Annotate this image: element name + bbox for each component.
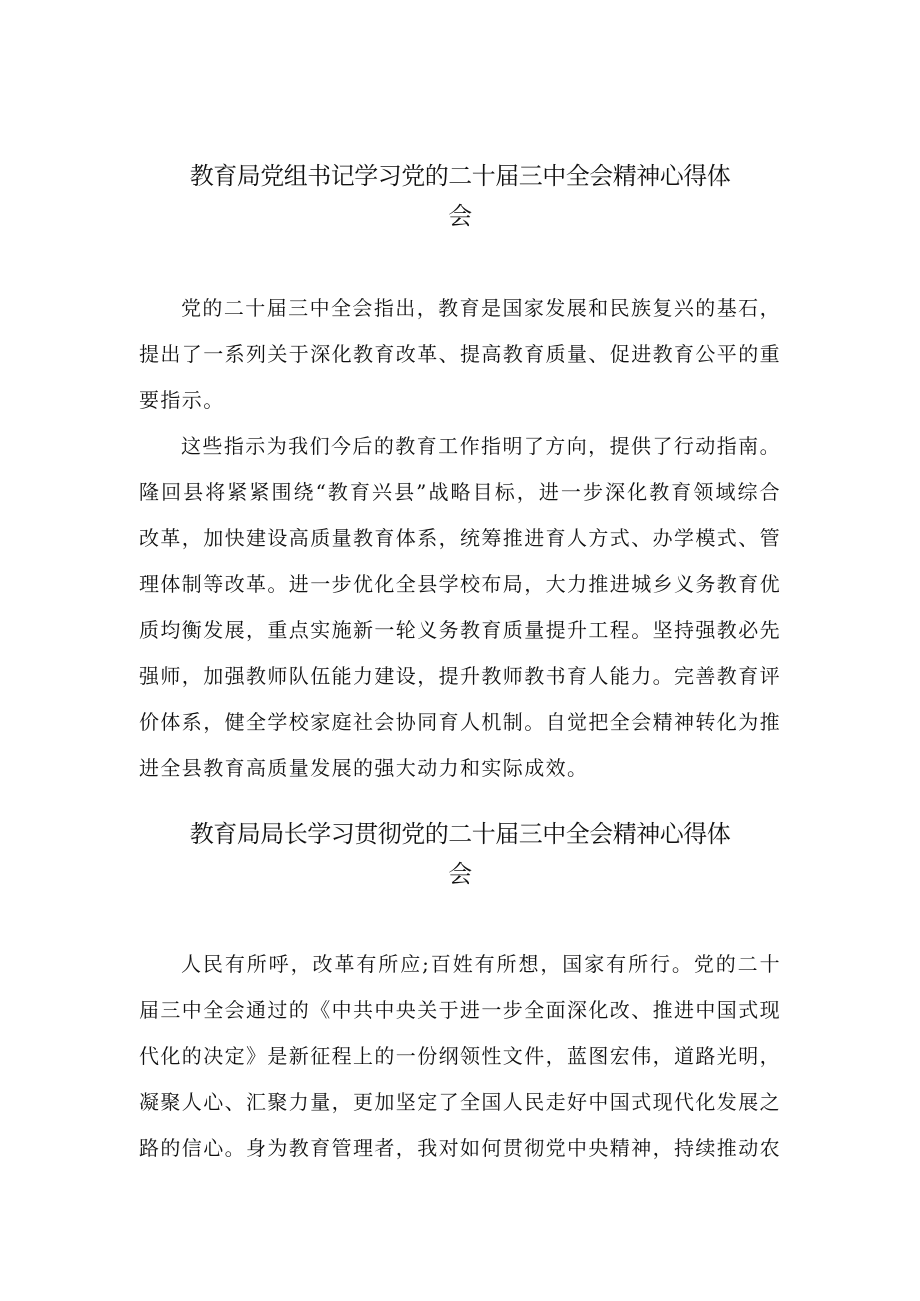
section-2-title-line-1: 教育局局长学习贯彻党的二十届三中全会精神心得体 bbox=[189, 820, 731, 848]
section-1-body bbox=[139, 285, 781, 791]
section-1-paragraph-1: 党的二十届三中全会指出，教育是国家发展和民族复兴的基石，提出了一系列关于深化教育改革、提高教育质量、促进教育公平的重要指示。 bbox=[139, 296, 781, 412]
section-1-title-line-2: 会 bbox=[448, 202, 472, 230]
section-2-title bbox=[139, 814, 781, 894]
section-1-title-line-1: 教育局党组书记学习党的二十届三中全会精神心得体 bbox=[189, 162, 731, 190]
section-1-paragraph-2: 这些指示为我们今后的教育工作指明了方向，提供了行动指南。隆回县将紧紧围绕“教育兴县”战略目标，进一步深化教育领域综合改革，加快建设高质量教育体系，统筹推进育人方式、办学模式、管理体制等改革。进一步优化全县学校布局，大力推进城乡义务教育优质均衡发展，重点实施新一轮义务教育质量提升工程。坚持强教必先强师，加强教师队伍能力建设，提升教师教书育人能力。完善教育评价体系，健全学校家庭社会协同育人机制。自觉把全会精神转化为推进全县教育高质量发展的强大动力和实际成效。 bbox=[139, 434, 781, 780]
section-1-title bbox=[139, 156, 781, 236]
section-2-paragraph-1: 人民有所呼，改革有所应;百姓有所想，国家有所行。党的二十届三中全会通过的《中共中央关于进一步全面深化改、推进中国式现代化的决定》是新征程上的一份纲领性文件，蓝图宏伟，道路光明，凝聚人心、汇聚力量，更加坚定了全国人民走好中国式现代化发展之路的信心。身为教育管理者，我对如何贯彻党中央精神，持续推动农 bbox=[139, 952, 781, 1160]
section-2-title-line-2: 会 bbox=[448, 860, 472, 888]
section-2-body bbox=[139, 941, 781, 1171]
